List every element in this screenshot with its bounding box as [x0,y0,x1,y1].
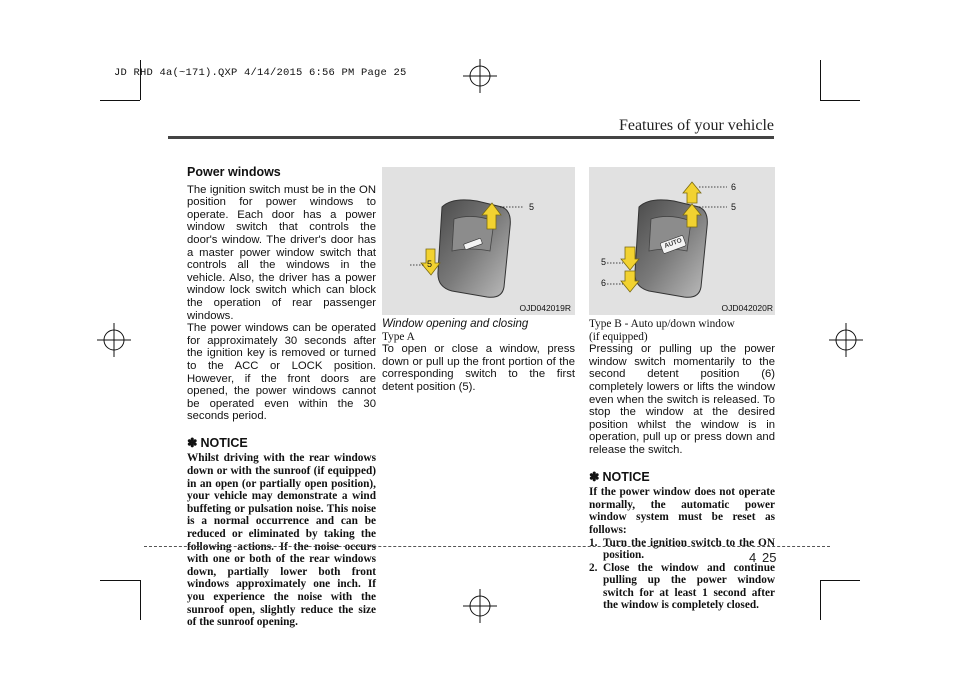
body-paragraph: The power windows can be operated for approximately 30 seconds after the ignition key is removed or turned to the ACC or LOCK position. However, if the front doors are opened, the power windows cannot be operated even within the 30 seconds period. [187,322,376,423]
notice-label: NOTICE [602,469,650,484]
figure-switch-type-a [382,167,575,315]
body-paragraph: Pressing or pulling up the power window switch momentarily to the second detent position (6) completely lowers or lifts the window even when the switch is released. To stop the window at the desired position whilst the window is in operation, pull up or press down and release the switch. [589,343,775,456]
callout-label: 5 [427,259,433,269]
step-number: 2. [589,561,598,574]
type-label: Type B - Auto up/down window [589,318,735,330]
callout-label: 5 [731,202,737,212]
callout-label: 5 [601,257,607,267]
crop-mark [140,60,141,100]
type-label: Type A [382,330,415,343]
notice-star-icon: ✽ [187,435,198,450]
auto-switch-label: AUTO [663,237,683,250]
crop-mark [820,100,860,101]
section-heading: Power windows [187,165,281,179]
crop-mark [100,580,140,581]
body-paragraph: The ignition switch must be in the ON position for power windows to operate. Each door has a power window switch that controls the door's window. The driver's door has a master power window switch that controls all the windows in the vehicle. Also, the driver has a power window lock switch which can block the operation of rear passenger windows. [187,183,376,322]
notice-text: Whilst driving with the rear windows down or with the sunroof (if equipped) in an open (or partially open position), your vehicle may demonstrate a wind buffeting or pulsation noise. This noise is a normal occurrence and can be reduced or eliminated by taking the following actions. If the noise occurs with one or both of the rear windows down, partially lower both front windows approximately one inch. If you experience the noise with the sunroof open, slightly reduce the size of the sunroof opening. [187,452,376,629]
notice-heading [187,437,376,450]
crop-mark [100,100,140,101]
equipped-label: (if equipped) [589,330,648,343]
crop-mark [140,580,141,620]
callout-label: 6 [601,278,607,288]
body-paragraph: To open or close a window, press down or pull up the front portion of the corresponding switch to the first detent position (5). [382,343,575,393]
column-3 [589,318,775,612]
step-number: 1. [589,536,598,549]
registration-mark-icon [463,59,497,93]
registration-mark-icon [463,589,497,623]
chapter-number: 4 [749,550,757,565]
column-2 [382,318,575,394]
notice-text: If the power window does not operate normally, the automatic power window system must be reset as follows: [589,486,775,536]
page-header-title: Features of your vehicle [618,117,774,134]
crop-mark [820,580,821,620]
print-slug: JD RHD 4a(~171).QXP 4/14/2015 6:56 PM Page 25 [114,67,407,79]
notice-label: NOTICE [200,435,248,450]
crop-mark [820,60,821,100]
registration-mark-icon [829,323,863,357]
step-text: Turn the ignition switch to the ON position. [603,536,775,562]
figure-switch-type-b [589,167,775,315]
callout-label: 5 [529,202,535,212]
callout-label: 6 [731,182,737,192]
list-item [589,537,775,562]
reset-steps-list [589,537,775,613]
footer-rule [144,546,830,547]
registration-mark-icon [97,323,131,357]
figure-code: OJD042020R [721,303,773,313]
column-1 [187,166,376,629]
crop-mark [820,580,860,581]
notice-heading [589,471,775,484]
step-text: Close the window and continue pulling up the power window switch for at least 1 second after the window is completely closed. [603,561,775,612]
list-item [589,562,775,612]
header-rule [168,136,774,139]
subsection-heading: Window opening and closing [382,318,529,330]
switch-illustration-icon [382,167,575,315]
figure-code: OJD042019R [519,303,571,313]
notice-star-icon: ✽ [589,469,600,484]
page-number: 25 [762,550,777,565]
